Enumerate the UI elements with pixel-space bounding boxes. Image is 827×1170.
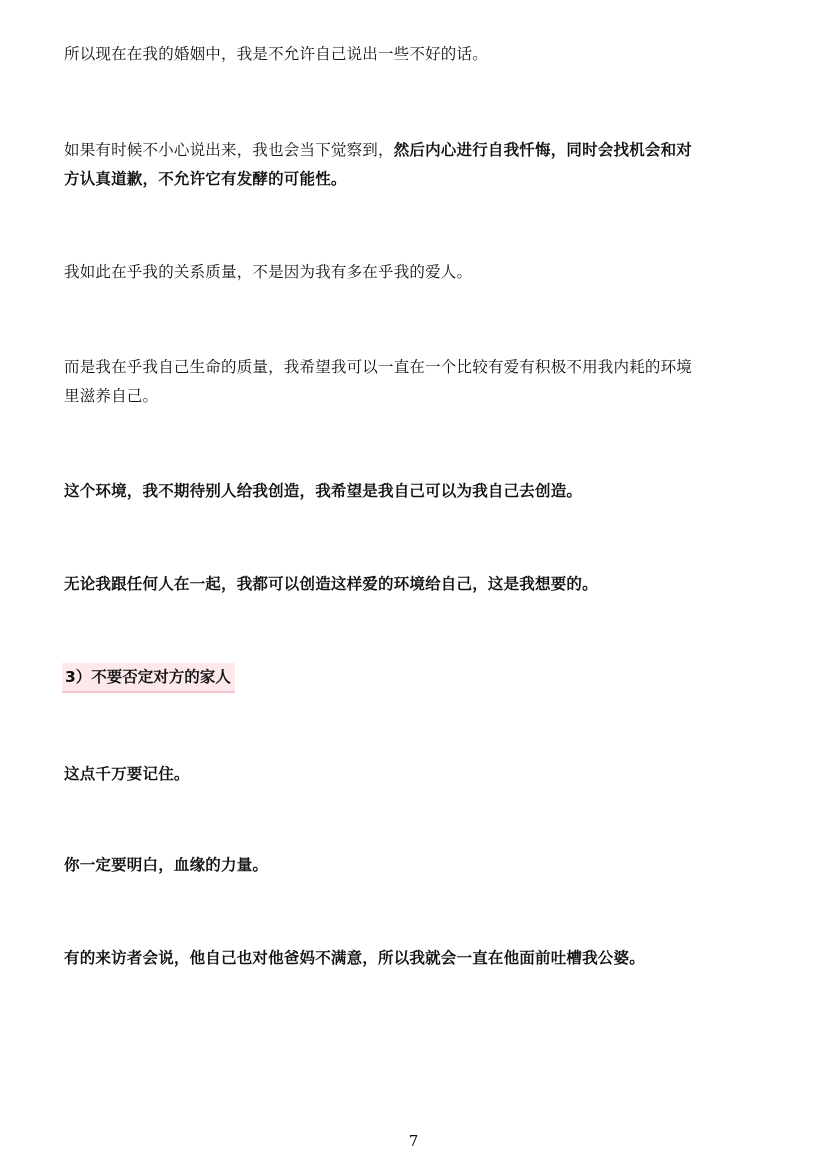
paragraph-line: 所以现在在我的婚姻中，我是不允许自己说出一些不好的话。 [64,45,488,63]
paragraph-line: 方认真道歉，不允许它有发酵的可能性。 [64,170,347,188]
paragraph-text-bold: 然后内心进行自我忏悔，同时会找机会和对 [393,141,693,159]
section-heading: 3）不要否定对方的家人 [62,663,235,693]
paragraph-line: 里滋养自己。 [64,387,159,405]
paragraph-line: 我如此在乎我的关系质量，不是因为我有多在乎我的爱人。 [64,263,473,281]
paragraph-line: 而是我在乎我自己生命的质量，我希望我可以一直在一个比较有爱有积极不用我内耗的环境 [64,358,693,376]
page-number: 7 [408,1132,419,1150]
paragraph-line: 你一定要明白，血缘的力量。 [64,856,269,874]
paragraph-line: 无论我跟任何人在一起，我都可以创造这样爱的环境给自己，这是我想要的。 [64,575,598,593]
paragraph-text-normal: 如果有时候不小心说出来，我也会当下觉察到， [64,141,394,159]
paragraph-line: 这点千万要记住。 [64,765,190,783]
paragraph-line: 有的来访者会说，他自己也对他爸妈不满意，所以我就会一直在他面前吐槽我公婆。 [64,949,645,967]
paragraph-line: 这个环境，我不期待别人给我创造，我希望是我自己可以为我自己去创造。 [64,482,583,500]
paragraph-line [64,136,692,165]
